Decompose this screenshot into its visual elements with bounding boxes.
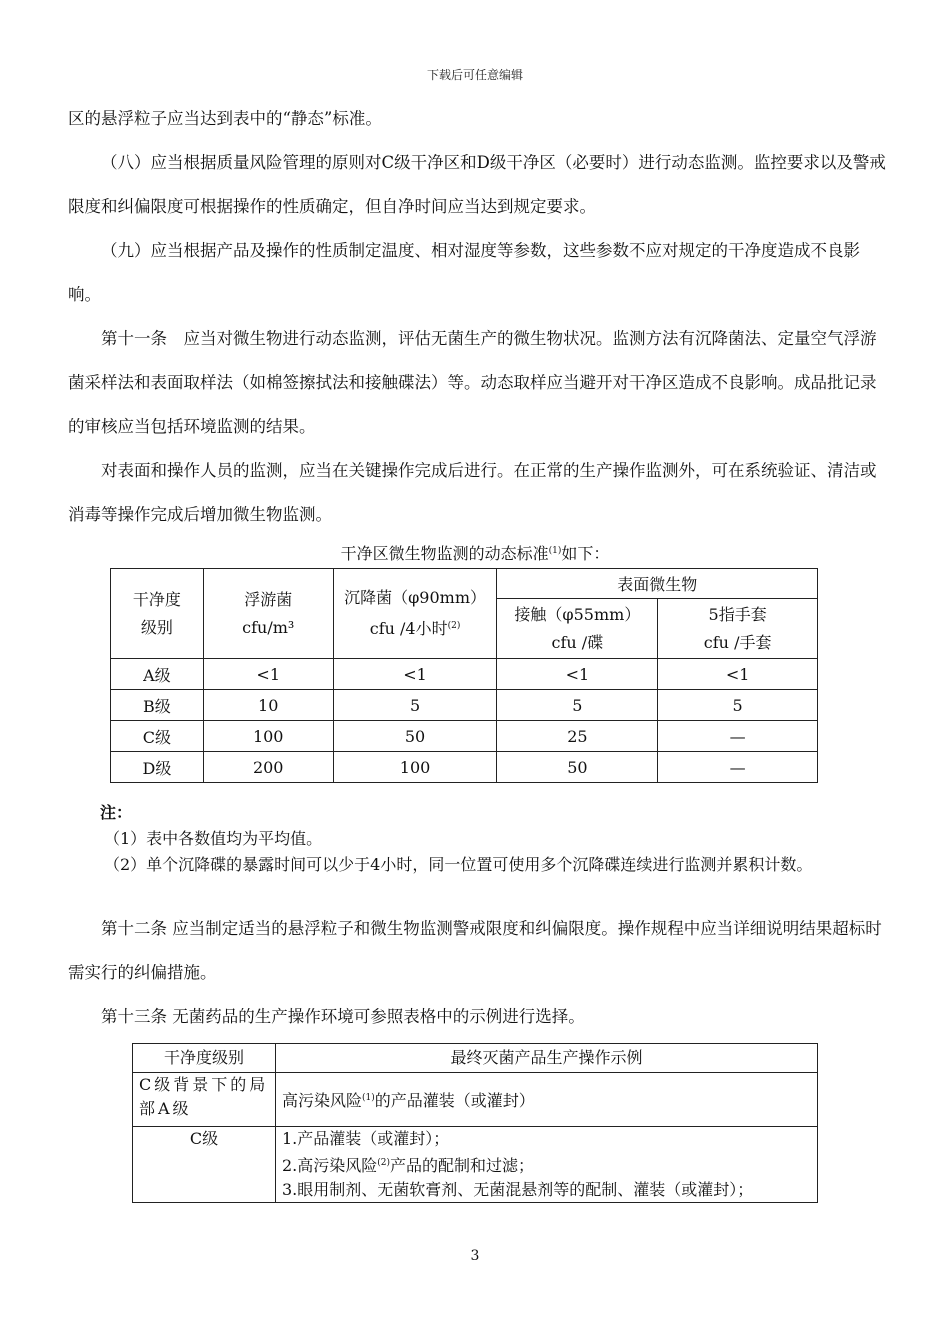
table-row: C级 100 50 25 — — [111, 721, 818, 752]
paragraph-eight: （八）应当根据质量风险管理的原则对C级干净区和D级干净区（必要时）进行动态监测。监控要求以及警戒限度和纠偏限度可根据操作的性质确定，但自净时间应当达到规定要求。 — [68, 153, 886, 216]
header-cleanliness-grade: 干净度级别 — [133, 1044, 276, 1073]
paragraph-article-12: 第十二条 应当制定适当的悬浮粒子和微生物监测警戒限度和纠偏限度。操作规程中应当详细说明结果超标时需实行的纠偏措施。 — [68, 919, 882, 982]
header-grade: 干净度 级别 — [111, 569, 204, 659]
header-airborne: 浮游菌 cfu/m³ — [203, 569, 333, 659]
note-2: （2）单个沉降碟的暴露时间可以少于4小时，同一位置可使用多个沉降碟连续进行监测并累积计数。 — [104, 855, 813, 874]
table1-caption — [0, 541, 950, 564]
operation-high-risk-filling: 高污染风险$^{(1)}$的产品灌装（或灌封） — [276, 1073, 818, 1127]
paragraph-article-13: 第十三条 无菌药品的生产操作环境可参照表格中的示例进行选择。 — [101, 1007, 585, 1026]
header-operation-examples: 最终灭菌产品生产操作示例 — [276, 1044, 818, 1073]
note-1: （1）表中各数值均为平均值。 — [104, 829, 323, 848]
table-notes — [100, 800, 890, 878]
header-contact-plate: 接触（φ55mm） cfu /碟 — [497, 599, 658, 659]
notes-title: 注： — [100, 803, 133, 822]
microbial-monitoring-table — [110, 568, 818, 783]
paragraph-article-11: 第十一条 应当对微生物进行动态监测，评估无菌生产的微生物状况。监测方法有沉降菌法、定量空气浮游菌采样法和表面取样法（如棉签擦拭法和接触碟法）等。动态取样应当避开对干净区造成不良影响。成品批记录的审核应当包括环境监测的结果。 — [68, 329, 877, 436]
grade-c: C级 — [133, 1127, 276, 1203]
footnote-ref: (1) — [548, 546, 562, 556]
table-row: A级 <1 <1 <1 <1 — [111, 659, 818, 690]
page-header: 下载后可任意编辑 — [426, 68, 523, 82]
list-item: 2.高污染风险$^{(2)}$产品的配制和过滤； — [282, 1156, 535, 1175]
table-row: D级 200 100 50 — — [111, 752, 818, 783]
table-row: B级 10 5 5 5 — [111, 690, 818, 721]
table1-caption-text: 干净区微生物监测的动态标准 — [340, 544, 549, 563]
table1-caption-tail: 如下： — [561, 544, 610, 563]
operation-c-list — [276, 1127, 818, 1203]
paragraph-surface-monitoring: 对表面和操作人员的监测，应当在关键操作完成后进行。在正常的生产操作监测外，可在系统验证、清洁或消毒等操作完成后增加微生物监测。 — [68, 461, 877, 524]
header-settle-plate: 沉降菌（φ90mm） cfu /4小时$^{(2)}$ — [333, 569, 497, 659]
page-number: 3 — [470, 1248, 480, 1264]
paragraph-static-standard: 区的悬浮粒子应当达到表中的“静态”标准。 — [68, 109, 382, 128]
header-glove-print: 5指手套 cfu /手套 — [658, 599, 818, 659]
operation-examples-table — [132, 1043, 818, 1203]
list-item: 1.产品灌装（或灌封）； — [282, 1129, 450, 1148]
paragraph-nine: （九）应当根据产品及操作的性质制定温度、相对湿度等参数，这些参数不应对规定的干净度造成不良影响。 — [68, 241, 860, 304]
grade-local-a: C级背景下的局部A级 — [133, 1073, 276, 1127]
header-surface: 表面微生物 — [497, 569, 818, 599]
list-item: 3.眼用制剂、无菌软膏剂、无菌混悬剂等的配制、灌装（或灌封）； — [282, 1180, 754, 1199]
